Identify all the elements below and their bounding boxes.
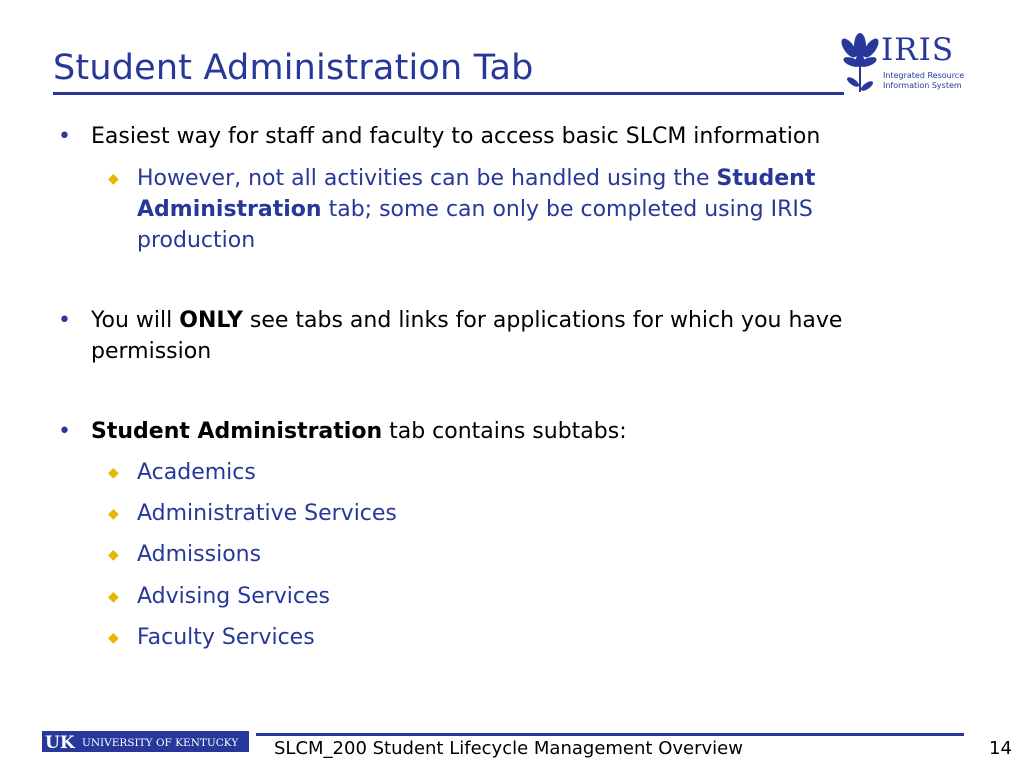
sub-bullet-item	[108, 498, 397, 529]
bullet-text: Easiest way for staff and faculty to access basic SLCM information	[91, 124, 821, 149]
diamond-bullet-icon: ◆	[108, 589, 119, 605]
logo-university-text: UNIVERSITY OF KENTUCKY	[82, 737, 239, 749]
bullet-dot-icon: •	[58, 308, 71, 333]
sub-bullet-item	[108, 163, 917, 256]
logo-subtitle	[883, 71, 964, 91]
diamond-bullet-icon: ◆	[108, 506, 119, 522]
bullet-bold: ONLY	[179, 308, 243, 333]
footer-title: SLCM_200 Student Lifecycle Management Overview	[274, 738, 743, 759]
diamond-bullet-icon: ◆	[108, 465, 119, 481]
diamond-bullet-icon: ◆	[108, 547, 119, 563]
bullet-bold: Student Administration	[91, 419, 383, 444]
sub-bullet-text: Faculty Services	[137, 625, 315, 650]
logo-subtitle-line: Integrated Resource	[883, 71, 965, 80]
bullet-text: You will	[91, 308, 180, 333]
sub-bullet-item	[108, 622, 315, 653]
slide-title: Student Administration Tab	[53, 48, 534, 88]
sub-bullet-text: Advising Services	[137, 584, 331, 609]
sub-bullet-text: Administrative Services	[137, 501, 397, 526]
sub-bullet-text: tab; some can only be completed using IRIS production	[137, 197, 813, 253]
logo-wordmark: IRIS	[881, 32, 955, 68]
bullet-dot-icon: •	[58, 419, 71, 444]
iris-flower-icon	[840, 30, 886, 96]
page-number: 14	[989, 738, 1012, 759]
sub-bullet-text: Academics	[137, 460, 256, 485]
footer-rule	[256, 733, 964, 736]
logo-uk-text: UK	[45, 733, 75, 752]
bullet-text: see tabs and links for applications for which you have permission	[91, 308, 843, 364]
diamond-bullet-icon: ◆	[108, 171, 119, 187]
logo-subtitle-line: Information System	[883, 81, 962, 90]
university-of-kentucky-logo	[42, 731, 249, 752]
bullet-dot-icon: •	[58, 124, 71, 149]
sub-bullet-text: However, not all activities can be handled using the	[137, 166, 717, 191]
sub-bullet-text: Admissions	[137, 542, 262, 567]
sub-bullet-item	[108, 457, 256, 488]
iris-logo	[838, 30, 968, 100]
bullet-text: tab contains subtabs:	[382, 419, 627, 444]
diamond-bullet-icon: ◆	[108, 630, 119, 646]
sub-bullet-item	[108, 539, 262, 570]
sub-bullet-bold: Student Administration	[137, 166, 816, 222]
bullet-item	[58, 416, 911, 447]
bullet-item	[58, 305, 911, 367]
bullet-item	[58, 121, 951, 152]
sub-bullet-item	[108, 581, 331, 612]
title-underline	[53, 92, 844, 95]
